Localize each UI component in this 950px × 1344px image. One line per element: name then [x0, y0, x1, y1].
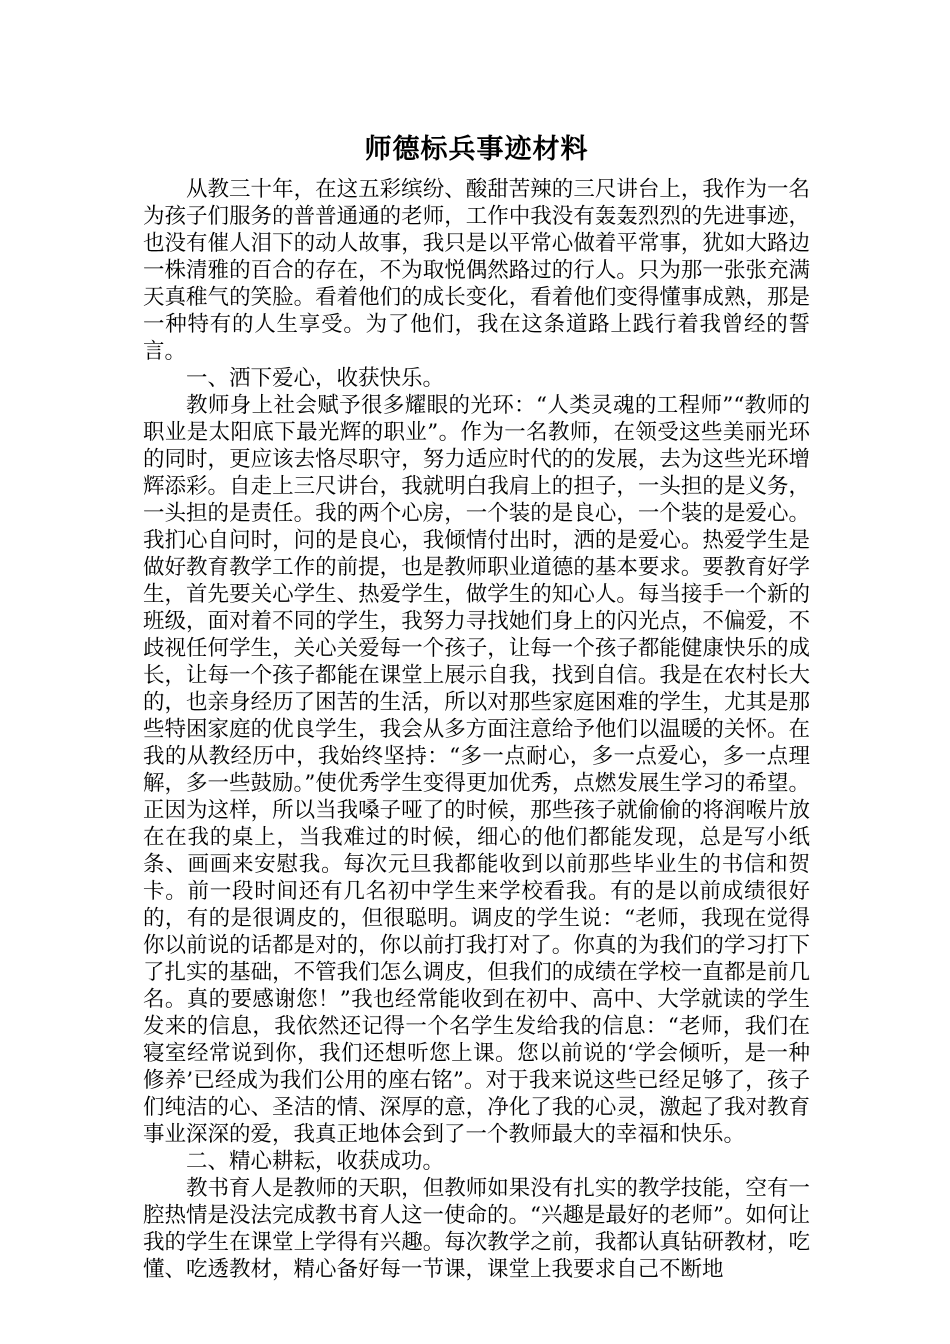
section-2-heading: 二、精心耕耘，收获成功。	[186, 1149, 445, 1174]
section-1-paragraph: 教师身上社会赋予很多耀眼的光环：“人类灵魂的工程师”“教师的职业是太阳底下最光辉的职业”。作为一名教师，在领受这些美丽光环的同时，更应该去恪尽职守，努力适应时代的的发展，去为这些光环增辉添彩。自走上三尺讲台，我就明白我肩上的担子，一头担的是义务，一头担的是责任。我的两个心房，一个装的是良心，一个装的是爱心。我扪心自问时，问的是良心，我倾情付出时，洒的是爱心。热爱学生是做好教育教学工作的前提，也是教师职业道德的基本要求。要教育好学生，首先要关心学生、热爱学生，做学生的知心人。每当接手一个新的班级，面对着不同的学生，我努力寻找她们身上的闪光点，不偏爱，不歧视任何学生，关心关爱每一个孩子，让每一个孩子都能健康快乐的成长，让每一个孩子都能在课堂上展示自我，找到自信。我是在农村长大的，也亲身经历了困苦的生活，所以对那些家庭困难的学生，尤其是那些特困家庭的优良学生，我会从多方面注意给予他们以温暖的关怀。在我的从教经历中，我始终坚持：“多一点耐心，多一点爱心，多一点理解，多一些鼓励。”使优秀学生变得更加优秀，点燃发展生学习的希望。正因为这样，所以当我嗓子哑了的时候，那些孩子就偷偷的将润喉片放在在我的桌上，当我难过的时候，细心的他们都能发现，总是写小纸条、画画来安慰我。每次元旦我都能收到以前那些毕业生的书信和贺卡。前一段时间还有几名初中学生来学校看我。有的是以前成绩很好的，有的是很调皮的，但很聪明。调皮的学生说：“老师，我现在觉得你以前说的话都是对的，你以前打我打对了。你真的为我们的学习打下了扎实的基础，不管我们怎么调皮，但我们的成绩在学校一直都是前几名。真的要感谢您！”我也经常能收到在初中、高中、大学就读的学生发来的信息，我依然还记得一个名学生发给我的信息：“老师，我们在寝室经常说到你，我们还想听您上课。您以前说的‘学会倾听，是一种修养’已经成为我们公用的座右铭”。对于我来说这些已经足够了，孩子们纯洁的心、圣洁的情、深厚的意，净化了我的心灵，激起了我对教育事业深深的爱，我真正地体会到了一个教师最大的幸福和快乐。	[143, 393, 810, 1147]
section-1-heading: 一、洒下爱心，收获快乐。	[186, 366, 445, 391]
intro-paragraph: 从教三十年，在这五彩缤纷、酸甜苦辣的三尺讲台上，我作为一名为孩子们服务的普普通通的老师，工作中我没有轰轰烈烈的先进事迹，也没有催人泪下的动人故事，我只是以平常心做着平常事，犹如大路边一株清雅的百合的存在，不为取悦偶然路过的行人。只为那一张张充满天真稚气的笑脸。看着他们的成长变化，看着他们变得懂事成熟，那是一种特有的人生享受。为了他们，我在这条道路上践行着我曾经的誓言。	[143, 177, 810, 364]
document-title: 师德标兵事迹材料	[364, 134, 589, 165]
section-2-paragraph: 教书育人是教师的天职，但教师如果没有扎实的教学技能，空有一腔热情是没法完成教书育人这一使命的。“兴趣是最好的老师”。如何让我的学生在课堂上学得有兴趣。每次教学之前，我都认真钻研教材，吃懂、吃透教材，精心备好每一节课，课堂上我要求自己不断地	[143, 1176, 810, 1282]
document-page	[143, 130, 810, 1283]
